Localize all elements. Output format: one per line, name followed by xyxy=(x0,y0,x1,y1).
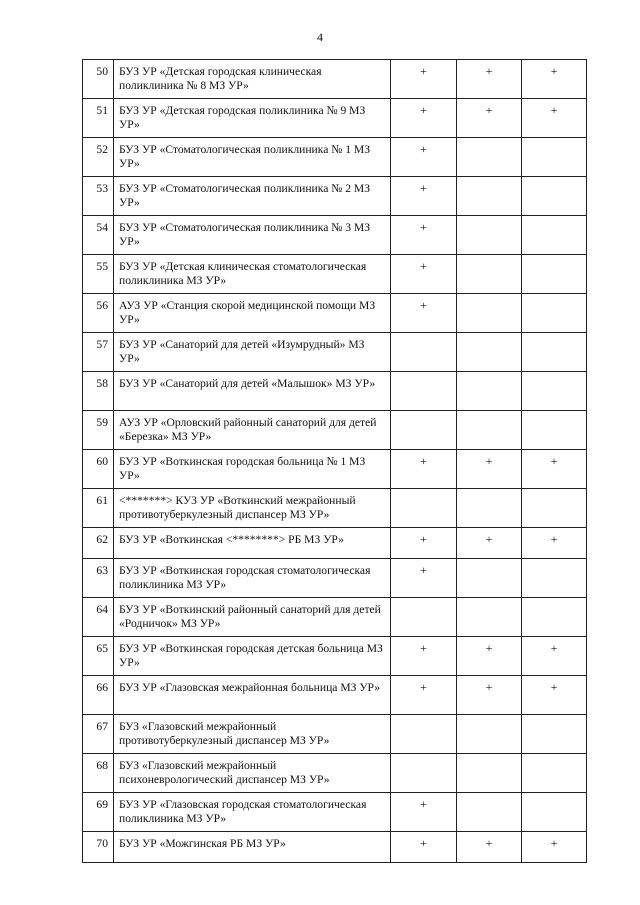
mark-cell-2 xyxy=(457,177,522,216)
institutions-table xyxy=(82,59,587,863)
mark-cell-3 xyxy=(522,177,587,216)
mark-cell-3: + xyxy=(522,637,587,676)
mark-cell-3: + xyxy=(522,528,587,559)
institution-name-cell: БУЗ УР «Санаторий для детей «Малышок» МЗ УР» xyxy=(114,372,391,411)
mark-cell-2 xyxy=(457,598,522,637)
row-number-cell: 50 xyxy=(83,60,114,99)
mark-cell-1: + xyxy=(391,99,457,138)
mark-cell-2: + xyxy=(457,676,522,715)
mark-cell-2: + xyxy=(457,528,522,559)
mark-cell-2 xyxy=(457,138,522,177)
mark-cell-2: + xyxy=(457,60,522,99)
mark-cell-2: + xyxy=(457,450,522,489)
mark-cell-2 xyxy=(457,294,522,333)
table-row xyxy=(83,489,587,528)
row-number-cell: 68 xyxy=(83,754,114,793)
table-row xyxy=(83,372,587,411)
row-number-cell: 62 xyxy=(83,528,114,559)
row-number-cell: 51 xyxy=(83,99,114,138)
mark-cell-3 xyxy=(522,138,587,177)
institution-name-cell: БУЗ УР «Можгинская РБ МЗ УР» xyxy=(114,832,391,863)
row-number-cell: 52 xyxy=(83,138,114,177)
mark-cell-3 xyxy=(522,793,587,832)
table-row xyxy=(83,793,587,832)
mark-cell-1: + xyxy=(391,138,457,177)
institution-name-cell: БУЗ УР «Стоматологическая поликлиника № 1 МЗ УР» xyxy=(114,138,391,177)
mark-cell-3: + xyxy=(522,99,587,138)
row-number-cell: 63 xyxy=(83,559,114,598)
mark-cell-3 xyxy=(522,333,587,372)
table-row xyxy=(83,99,587,138)
row-number-cell: 60 xyxy=(83,450,114,489)
institution-name-cell: БУЗ УР «Воткинская <********> РБ МЗ УР» xyxy=(114,528,391,559)
table-row xyxy=(83,138,587,177)
mark-cell-2 xyxy=(457,255,522,294)
institution-name-cell: АУЗ УР «Станция скорой медицинской помощи МЗ УР» xyxy=(114,294,391,333)
institution-name-cell: БУЗ УР «Санаторий для детей «Изумрудный» МЗ УР» xyxy=(114,333,391,372)
mark-cell-3 xyxy=(522,489,587,528)
table-row xyxy=(83,754,587,793)
mark-cell-1: + xyxy=(391,450,457,489)
table-row xyxy=(83,294,587,333)
table-row xyxy=(83,255,587,294)
mark-cell-3: + xyxy=(522,832,587,863)
mark-cell-3 xyxy=(522,255,587,294)
mark-cell-3 xyxy=(522,372,587,411)
mark-cell-1: + xyxy=(391,793,457,832)
institution-name-cell: БУЗ УР «Стоматологическая поликлиника № 3 МЗ УР» xyxy=(114,216,391,255)
mark-cell-1: + xyxy=(391,177,457,216)
mark-cell-2 xyxy=(457,715,522,754)
row-number-cell: 59 xyxy=(83,411,114,450)
table-row xyxy=(83,528,587,559)
table-row xyxy=(83,832,587,863)
mark-cell-1: + xyxy=(391,60,457,99)
mark-cell-1 xyxy=(391,489,457,528)
institution-name-cell: БУЗ УР «Глазовская межрайонная больница МЗ УР» xyxy=(114,676,391,715)
mark-cell-1 xyxy=(391,715,457,754)
row-number-cell: 70 xyxy=(83,832,114,863)
mark-cell-1 xyxy=(391,598,457,637)
row-number-cell: 67 xyxy=(83,715,114,754)
table-row xyxy=(83,715,587,754)
row-number-cell: 66 xyxy=(83,676,114,715)
mark-cell-3 xyxy=(522,715,587,754)
mark-cell-1: + xyxy=(391,255,457,294)
row-number-cell: 56 xyxy=(83,294,114,333)
institution-name-cell: БУЗ «Глазовский межрайонный противотуберкулезный диспансер МЗ УР» xyxy=(114,715,391,754)
mark-cell-1: + xyxy=(391,637,457,676)
mark-cell-2 xyxy=(457,216,522,255)
mark-cell-3 xyxy=(522,559,587,598)
mark-cell-2: + xyxy=(457,832,522,863)
table-row xyxy=(83,559,587,598)
institution-name-cell: БУЗ «Глазовский межрайонный психоневрологический диспансер МЗ УР» xyxy=(114,754,391,793)
table-row xyxy=(83,450,587,489)
row-number-cell: 53 xyxy=(83,177,114,216)
mark-cell-1: + xyxy=(391,559,457,598)
institution-name-cell: БУЗ УР «Стоматологическая поликлиника № 2 МЗ УР» xyxy=(114,177,391,216)
mark-cell-3: + xyxy=(522,450,587,489)
institution-name-cell: БУЗ УР «Детская городская поликлиника № 9 МЗ УР» xyxy=(114,99,391,138)
row-number-cell: 55 xyxy=(83,255,114,294)
mark-cell-3: + xyxy=(522,60,587,99)
row-number-cell: 57 xyxy=(83,333,114,372)
mark-cell-2 xyxy=(457,489,522,528)
mark-cell-3 xyxy=(522,216,587,255)
table-row xyxy=(83,637,587,676)
institution-name-cell: АУЗ УР «Орловский районный санаторий для детей «Березка» МЗ УР» xyxy=(114,411,391,450)
row-number-cell: 64 xyxy=(83,598,114,637)
table-row xyxy=(83,60,587,99)
institution-name-cell: БУЗ УР «Воткинская городская больница № 1 МЗ УР» xyxy=(114,450,391,489)
mark-cell-3 xyxy=(522,294,587,333)
mark-cell-1: + xyxy=(391,832,457,863)
page-number: 4 xyxy=(317,30,323,44)
mark-cell-3 xyxy=(522,598,587,637)
institution-name-cell: БУЗ УР «Глазовская городская стоматологическая поликлиника МЗ УР» xyxy=(114,793,391,832)
institution-name-cell: БУЗ УР «Воткинская городская стоматологическая поликлиника МЗ УР» xyxy=(114,559,391,598)
mark-cell-2 xyxy=(457,411,522,450)
mark-cell-1: + xyxy=(391,676,457,715)
mark-cell-1: + xyxy=(391,294,457,333)
row-number-cell: 65 xyxy=(83,637,114,676)
table-row xyxy=(83,177,587,216)
mark-cell-1 xyxy=(391,411,457,450)
mark-cell-1: + xyxy=(391,216,457,255)
mark-cell-2 xyxy=(457,559,522,598)
institution-name-cell: БУЗ УР «Детская городская клиническая поликлиника № 8 МЗ УР» xyxy=(114,60,391,99)
mark-cell-2: + xyxy=(457,637,522,676)
row-number-cell: 61 xyxy=(83,489,114,528)
mark-cell-3 xyxy=(522,411,587,450)
mark-cell-1: + xyxy=(391,528,457,559)
mark-cell-2 xyxy=(457,333,522,372)
row-number-cell: 58 xyxy=(83,372,114,411)
table-row xyxy=(83,333,587,372)
row-number-cell: 69 xyxy=(83,793,114,832)
mark-cell-2: + xyxy=(457,99,522,138)
table-row xyxy=(83,411,587,450)
mark-cell-2 xyxy=(457,793,522,832)
mark-cell-1 xyxy=(391,372,457,411)
mark-cell-2 xyxy=(457,754,522,793)
institution-name-cell: БУЗ УР «Детская клиническая стоматологическая поликлиника МЗ УР» xyxy=(114,255,391,294)
row-number-cell: 54 xyxy=(83,216,114,255)
table-row xyxy=(83,598,587,637)
table-row xyxy=(83,676,587,715)
table-body xyxy=(83,60,587,863)
table-row xyxy=(83,216,587,255)
mark-cell-3 xyxy=(522,754,587,793)
mark-cell-3: + xyxy=(522,676,587,715)
institution-name-cell: БУЗ УР «Воткинский районный санаторий для детей «Родничок» МЗ УР» xyxy=(114,598,391,637)
mark-cell-1 xyxy=(391,333,457,372)
institution-name-cell: <*******> КУЗ УР «Воткинский межрайонный противотуберкулезный диспансер МЗ УР» xyxy=(114,489,391,528)
institution-name-cell: БУЗ УР «Воткинская городская детская больница МЗ УР» xyxy=(114,637,391,676)
mark-cell-1 xyxy=(391,754,457,793)
mark-cell-2 xyxy=(457,372,522,411)
